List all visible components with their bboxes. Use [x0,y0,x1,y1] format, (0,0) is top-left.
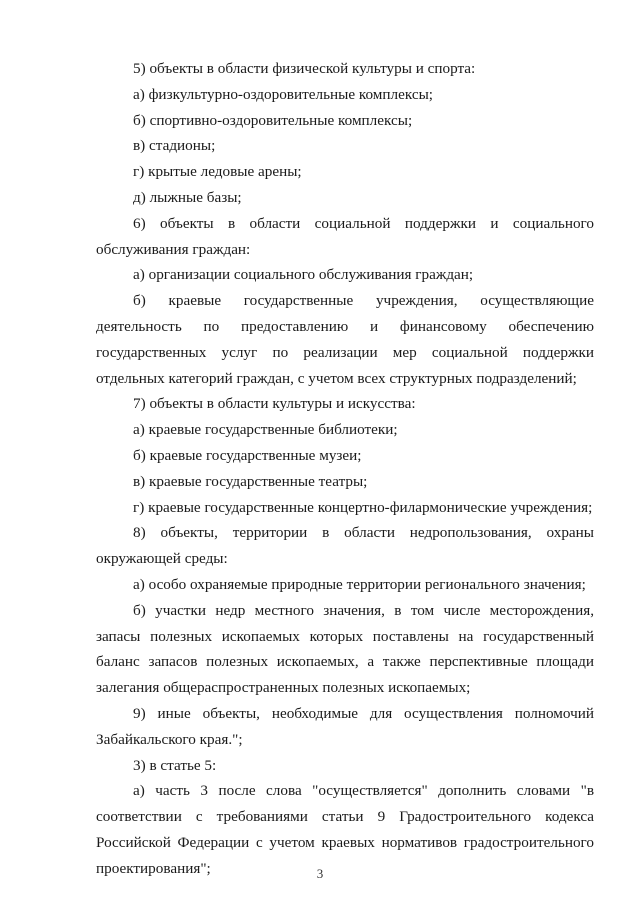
paragraph-sports-objects: 5) объекты в области физической культуры и спорта: [133,60,476,77]
paragraph-item: а) краевые государственные библиотеки; [133,421,398,439]
paragraph-item: а) организации социального обслуживания граждан; [133,266,474,284]
paragraph-item: б) спортивно-оздоровительные комплексы; [133,111,413,129]
paragraph-item: а) физкультурно-оздоровительные комплексы; [133,85,433,103]
paragraph-item: а) часть 3 после слова "осуществляется" дополнить словами "в соответствии с требованиями статьи 9 Градостроительного кодекса Российской Федерации с учетом краевых нормативов градостроительного проектирования"; [96,782,594,877]
paragraph-subsoil-objects: 8) объекты, территории в области недропользования, охраны окружающей среды: [96,524,594,568]
paragraph-item: б) краевые государственные учреждения, осуществляющие деятельность по предоставлению и финансовому обеспечению государственных услуг по реализации мер социальной поддержки отдельных категорий граждан, с учетом всех структурных подразделений; [96,292,594,387]
paragraph-item: б) краевые государственные музеи; [133,446,362,464]
paragraph-culture-objects: 7) объекты в области культуры и искусства: [133,395,416,413]
paragraph-item: б) участки недр местного значения, в том числе месторождения, запасы полезных ископаемых которых поставлены на государственный баланс запасов полезных ископаемых, а также перспективные площади залегания общераспространенных полезных ископаемых; [96,601,594,697]
page-number: 3 [316,866,324,881]
paragraph-item: г) краевые государственные концертно-филармонические учреждения; [133,498,593,516]
paragraph-item: г) крытые ледовые арены; [133,163,302,181]
paragraph-item: д) лыжные базы; [133,188,242,206]
paragraph-item: в) стадионы; [133,137,216,155]
paragraph-social-objects: 6) объекты в области социальной поддержки и социального обслуживания граждан: [96,214,594,258]
paragraph-item: в) краевые государственные театры; [133,472,368,490]
paragraph-other-objects: 9) иные объекты, необходимые для осуществления полномочий Забайкальского края."; [96,704,594,748]
paragraph-article-5: 3) в статье 5: [133,756,217,774]
document-body [96,56,594,882]
paragraph-item: а) особо охраняемые природные территории регионального значения; [133,575,586,593]
